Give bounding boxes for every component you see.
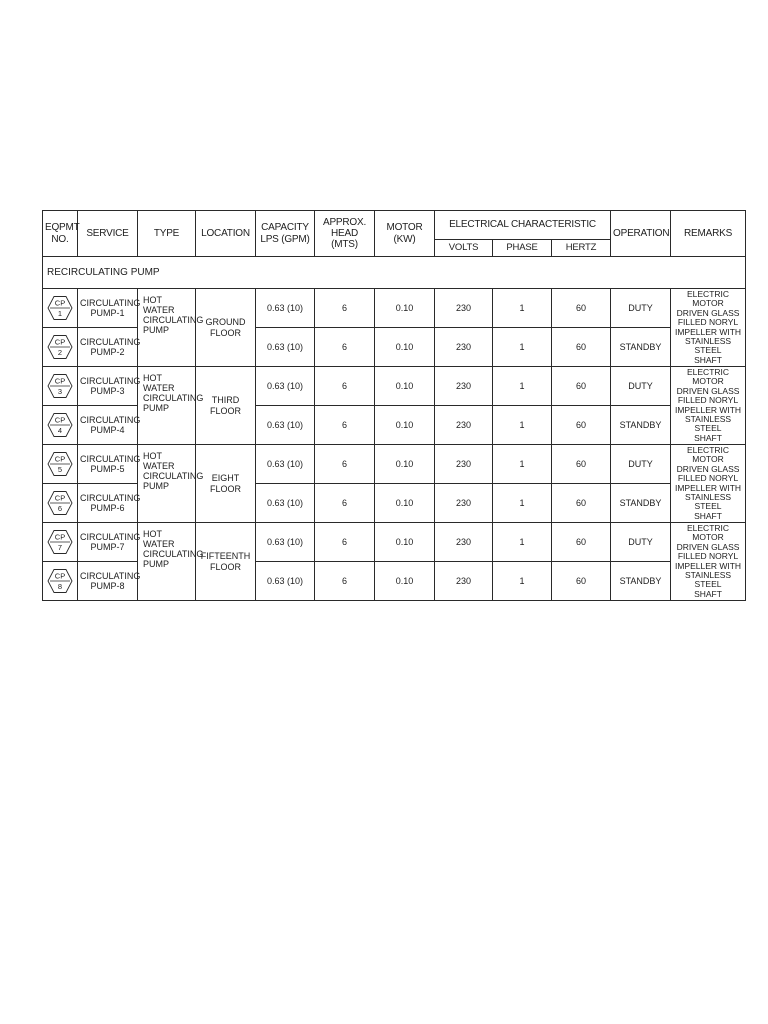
hexagon-tag-icon [47, 412, 73, 438]
equipment-tag [43, 406, 78, 445]
tag-number: 6 [57, 504, 63, 513]
head-cell: 6 [315, 523, 375, 562]
operation-cell: DUTY [611, 289, 671, 328]
header-remarks: REMARKS [671, 211, 746, 257]
tag-number: 5 [57, 465, 63, 474]
type-cell: HOT WATER CIRCULATING PUMP [138, 445, 196, 523]
tag-prefix: CP [54, 454, 66, 464]
service-cell: CIRCULATING PUMP-3 [78, 367, 138, 406]
table-row [43, 289, 746, 328]
phase-cell: 1 [493, 367, 552, 406]
operation-cell: DUTY [611, 367, 671, 406]
remarks-cell: ELECTRIC MOTOR DRIVEN GLASS FILLED NORYL IMPELLER WITH STAINLESS STEEL SHAFT [671, 523, 746, 601]
phase-cell: 1 [493, 445, 552, 484]
equipment-tag [43, 445, 78, 484]
pump-schedule-table [42, 210, 746, 601]
capacity-cell: 0.63 (10) [256, 445, 315, 484]
header-location: LOCATION [196, 211, 256, 257]
equipment-tag [43, 367, 78, 406]
hertz-cell: 60 [552, 289, 611, 328]
tag-prefix: CP [54, 571, 66, 581]
tag-number: 2 [57, 348, 63, 357]
header-volts: VOLTS [435, 240, 493, 257]
operation-cell: DUTY [611, 445, 671, 484]
header-electrical: ELECTRICAL CHARACTERISTIC [435, 211, 611, 240]
tag-number: 8 [57, 582, 63, 591]
service-cell: CIRCULATING PUMP-1 [78, 289, 138, 328]
phase-cell: 1 [493, 289, 552, 328]
tag-number: 4 [57, 426, 63, 435]
motor-cell: 0.10 [375, 523, 435, 562]
remarks-cell: ELECTRIC MOTOR DRIVEN GLASS FILLED NORYL IMPELLER WITH STAINLESS STEEL SHAFT [671, 289, 746, 367]
tag-number: 3 [57, 387, 63, 396]
tag-prefix: CP [54, 376, 66, 386]
motor-cell: 0.10 [375, 445, 435, 484]
operation-cell: STANDBY [611, 328, 671, 367]
header-type: TYPE [138, 211, 196, 257]
header-capacity: CAPACITY LPS (GPM) [256, 211, 315, 257]
operation-cell: STANDBY [611, 406, 671, 445]
volts-cell: 230 [435, 406, 493, 445]
volts-cell: 230 [435, 367, 493, 406]
type-cell: HOT WATER CIRCULATING PUMP [138, 367, 196, 445]
volts-cell: 230 [435, 562, 493, 601]
service-cell: CIRCULATING PUMP-2 [78, 328, 138, 367]
hexagon-tag-icon [47, 529, 73, 555]
table-row [43, 445, 746, 484]
tag-prefix: CP [54, 415, 66, 425]
head-cell: 6 [315, 328, 375, 367]
tag-prefix: CP [54, 493, 66, 503]
motor-cell: 0.10 [375, 484, 435, 523]
phase-cell: 1 [493, 484, 552, 523]
service-cell: CIRCULATING PUMP-6 [78, 484, 138, 523]
tag-prefix: CP [54, 298, 66, 308]
header-phase: PHASE [493, 240, 552, 257]
table-row [43, 523, 746, 562]
table-row [43, 367, 746, 406]
operation-cell: STANDBY [611, 562, 671, 601]
tag-prefix: CP [54, 337, 66, 347]
head-cell: 6 [315, 367, 375, 406]
volts-cell: 230 [435, 445, 493, 484]
service-cell: CIRCULATING PUMP-7 [78, 523, 138, 562]
hexagon-tag-icon [47, 568, 73, 594]
header-head: APPROX. HEAD (MTS) [315, 211, 375, 257]
phase-cell: 1 [493, 523, 552, 562]
head-cell: 6 [315, 445, 375, 484]
head-cell: 6 [315, 406, 375, 445]
equipment-tag [43, 523, 78, 562]
capacity-cell: 0.63 (10) [256, 484, 315, 523]
equipment-tag [43, 562, 78, 601]
header-hertz: HERTZ [552, 240, 611, 257]
motor-cell: 0.10 [375, 562, 435, 601]
table-header [43, 211, 746, 257]
hertz-cell: 60 [552, 406, 611, 445]
remarks-cell: ELECTRIC MOTOR DRIVEN GLASS FILLED NORYL IMPELLER WITH STAINLESS STEEL SHAFT [671, 445, 746, 523]
location-cell: EIGHT FLOOR [196, 445, 256, 523]
volts-cell: 230 [435, 289, 493, 328]
capacity-cell: 0.63 (10) [256, 406, 315, 445]
table-body [43, 257, 746, 601]
service-cell: CIRCULATING PUMP-8 [78, 562, 138, 601]
volts-cell: 230 [435, 523, 493, 562]
section-title: RECIRCULATING PUMP [43, 257, 746, 289]
type-cell: HOT WATER CIRCULATING PUMP [138, 523, 196, 601]
capacity-cell: 0.63 (10) [256, 367, 315, 406]
motor-cell: 0.10 [375, 367, 435, 406]
hertz-cell: 60 [552, 562, 611, 601]
header-service: SERVICE [78, 211, 138, 257]
hexagon-tag-icon [47, 334, 73, 360]
hexagon-tag-icon [47, 295, 73, 321]
equipment-tag [43, 328, 78, 367]
motor-cell: 0.10 [375, 328, 435, 367]
phase-cell: 1 [493, 406, 552, 445]
hertz-cell: 60 [552, 445, 611, 484]
hertz-cell: 60 [552, 328, 611, 367]
head-cell: 6 [315, 484, 375, 523]
equipment-tag [43, 289, 78, 328]
remarks-cell: ELECTRIC MOTOR DRIVEN GLASS FILLED NORYL IMPELLER WITH STAINLESS STEEL SHAFT [671, 367, 746, 445]
header-operation: OPERATION [611, 211, 671, 257]
phase-cell: 1 [493, 328, 552, 367]
capacity-cell: 0.63 (10) [256, 562, 315, 601]
header-eqpmt: EQPMT NO. [43, 211, 78, 257]
service-cell: CIRCULATING PUMP-4 [78, 406, 138, 445]
hertz-cell: 60 [552, 484, 611, 523]
capacity-cell: 0.63 (10) [256, 328, 315, 367]
equipment-tag [43, 484, 78, 523]
head-cell: 6 [315, 289, 375, 328]
motor-cell: 0.10 [375, 406, 435, 445]
operation-cell: STANDBY [611, 484, 671, 523]
hertz-cell: 60 [552, 523, 611, 562]
motor-cell: 0.10 [375, 289, 435, 328]
header-motor: MOTOR (KW) [375, 211, 435, 257]
hexagon-tag-icon [47, 490, 73, 516]
hertz-cell: 60 [552, 367, 611, 406]
type-cell: HOT WATER CIRCULATING PUMP [138, 289, 196, 367]
volts-cell: 230 [435, 328, 493, 367]
location-cell: FIFTEENTH FLOOR [196, 523, 256, 601]
phase-cell: 1 [493, 562, 552, 601]
hexagon-tag-icon [47, 451, 73, 477]
location-cell: THIRD FLOOR [196, 367, 256, 445]
capacity-cell: 0.63 (10) [256, 523, 315, 562]
head-cell: 6 [315, 562, 375, 601]
capacity-cell: 0.63 (10) [256, 289, 315, 328]
operation-cell: DUTY [611, 523, 671, 562]
volts-cell: 230 [435, 484, 493, 523]
tag-prefix: CP [54, 532, 66, 542]
tag-number: 7 [57, 543, 63, 552]
service-cell: CIRCULATING PUMP-5 [78, 445, 138, 484]
tag-number: 1 [57, 309, 63, 318]
location-cell: GROUND FLOOR [196, 289, 256, 367]
hexagon-tag-icon [47, 373, 73, 399]
